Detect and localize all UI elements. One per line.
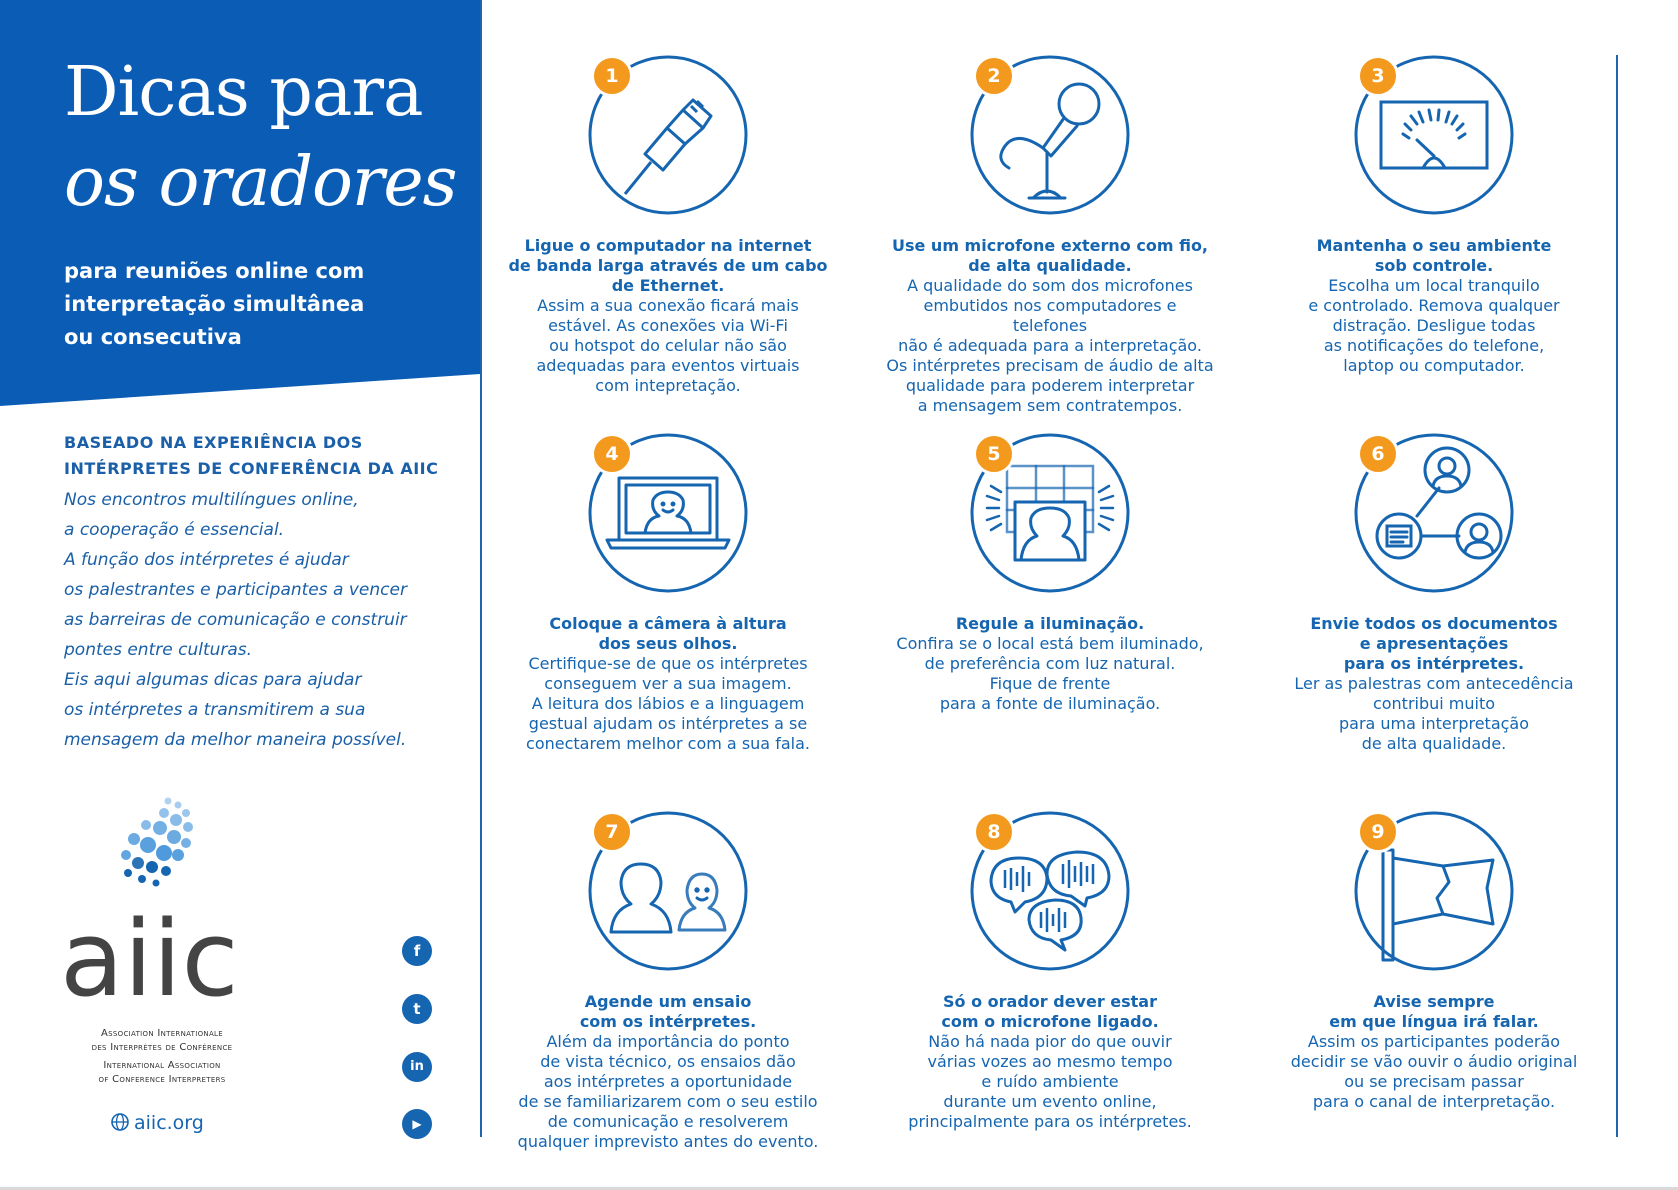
association-name-en: International Association of Conference Interpreters (98, 1060, 226, 1085)
divider-right (1616, 55, 1618, 1137)
tip-body: Não há nada pior do que ouvir várias vozes ao mesmo tempo e ruído ambiente durante um evento online, principalmente para os intérpretes. (908, 1032, 1192, 1131)
aiic-wordmark (60, 895, 250, 1015)
title-line-2: os oradores (64, 143, 457, 222)
tip-heading: Coloque a câmera à altura dos seus olhos. (549, 614, 787, 653)
tip-body: A qualidade do som dos microfones embutidos nos computadores e telefones não é adequada para a interpretação. Os intérpretes precisam de áudio de alta qualidade para poderem interpretar a mensagem sem contratempos. (886, 276, 1214, 415)
facebook-icon[interactable]: f (402, 936, 432, 966)
association-name-fr: Association Internationale des Interprètes de Conférence (91, 1028, 233, 1053)
tip-card-8 (885, 808, 1215, 1132)
tip-number-badge: 4 (591, 433, 633, 475)
tip-body: Assim a sua conexão ficará mais estável. As conexões via Wi-Fi ou hotspot do celular não são adequadas para eventos virtuais com intepretação. (536, 296, 800, 395)
tip-heading: Mantenha o seu ambiente sob controle. (1316, 236, 1552, 275)
youtube-icon[interactable]: ▶ (402, 1109, 432, 1139)
tip-card-1 (503, 52, 833, 396)
website-label: aiic.org (134, 1112, 204, 1134)
tip-body: Assim os participantes poderão decidir se vão ouvir o áudio original ou se precisam passar para o canal de interpretação. (1290, 1032, 1578, 1111)
linkedin-icon[interactable]: in (402, 1052, 432, 1082)
intro-heading: BASEADO NA EXPERIÊNCIA DOS INTÉRPRETES DE CONFERÊNCIA DA AIIC (64, 433, 439, 478)
globe-icon (110, 1112, 130, 1132)
tip-heading: Envie todos os documentos e apresentações para os intérpretes. (1310, 614, 1558, 673)
tip-card-7 (503, 808, 833, 1152)
tip-card-3 (1269, 52, 1599, 376)
tip-card-2 (885, 52, 1215, 416)
tip-card-6 (1269, 430, 1599, 754)
tip-heading: Use um microfone externo com fio, de alta qualidade. (891, 236, 1209, 275)
aiic-dots-logo-icon (116, 795, 206, 890)
tip-heading: Avise sempre em que língua irá falar. (1329, 992, 1539, 1031)
tip-number-badge: 9 (1357, 811, 1399, 853)
subtitle: para reuniões online com interpretação simultânea ou consecutiva (64, 259, 365, 349)
tip-body: Ler as palestras com antecedência contribui muito para uma interpretação de alta qualidade. (1294, 674, 1574, 753)
tip-body: Além da importância do ponto de vista técnico, os ensaios dão aos intérpretes a oportunidade de se familiarizarem com o seu estilo de comunicação e resolverem qualquer imprevisto antes do evento. (517, 1032, 819, 1151)
tip-number-badge: 7 (591, 811, 633, 853)
tip-heading: Ligue o computador na internet de banda larga através de um cabo de Ethernet. (508, 236, 828, 295)
intro-text: Nos encontros multilíngues online, a cooperação é essencial. A função dos intérpretes é ajudar os palestrantes e participantes a vencer as barreiras de comunicação e construir pontes entre culturas. Eis aqui algumas dicas para ajudar os intérpretes a transmitirem a sua mensagem da melhor maneira possível. (64, 490, 407, 750)
tip-number-badge: 2 (973, 55, 1015, 97)
tip-number-badge: 1 (591, 55, 633, 97)
tip-number-badge: 5 (973, 433, 1015, 475)
tip-body: Certifique-se de que os intérpretes conseguem ver a sua imagem. A leitura dos lábios e a linguagem gestual ajudam os intérpretes a se conectarem melhor com a sua fala. (526, 654, 810, 753)
page-title (64, 48, 457, 228)
wordmark-text: aiic (60, 898, 239, 1015)
tip-body: Escolha um local tranquilo e controlado. Remova qualquer distração. Desligue todas as notificações do telefone, laptop ou computador. (1308, 276, 1560, 375)
tip-card-9 (1269, 808, 1599, 1112)
tip-heading: Agende um ensaio com os intérpretes. (579, 992, 757, 1031)
title-line-1: Dicas para (64, 53, 423, 132)
tip-heading: Só o orador dever estar com o microfone ligado. (941, 992, 1159, 1031)
tip-number-badge: 6 (1357, 433, 1399, 475)
tip-body: Confira se o local está bem iluminado, de preferência com luz natural. Fique de frente para a fonte de iluminação. (896, 634, 1204, 713)
tip-heading: Regule a iluminação. (955, 614, 1145, 633)
tip-card-4 (503, 430, 833, 754)
divider-left (480, 0, 482, 1137)
tip-number-badge: 3 (1357, 55, 1399, 97)
left-panel (0, 0, 480, 1190)
twitter-icon[interactable]: t (402, 994, 432, 1024)
association-names (62, 1027, 262, 1087)
tip-card-5 (885, 430, 1215, 714)
website-link[interactable] (110, 1112, 204, 1134)
tip-number-badge: 8 (973, 811, 1015, 853)
